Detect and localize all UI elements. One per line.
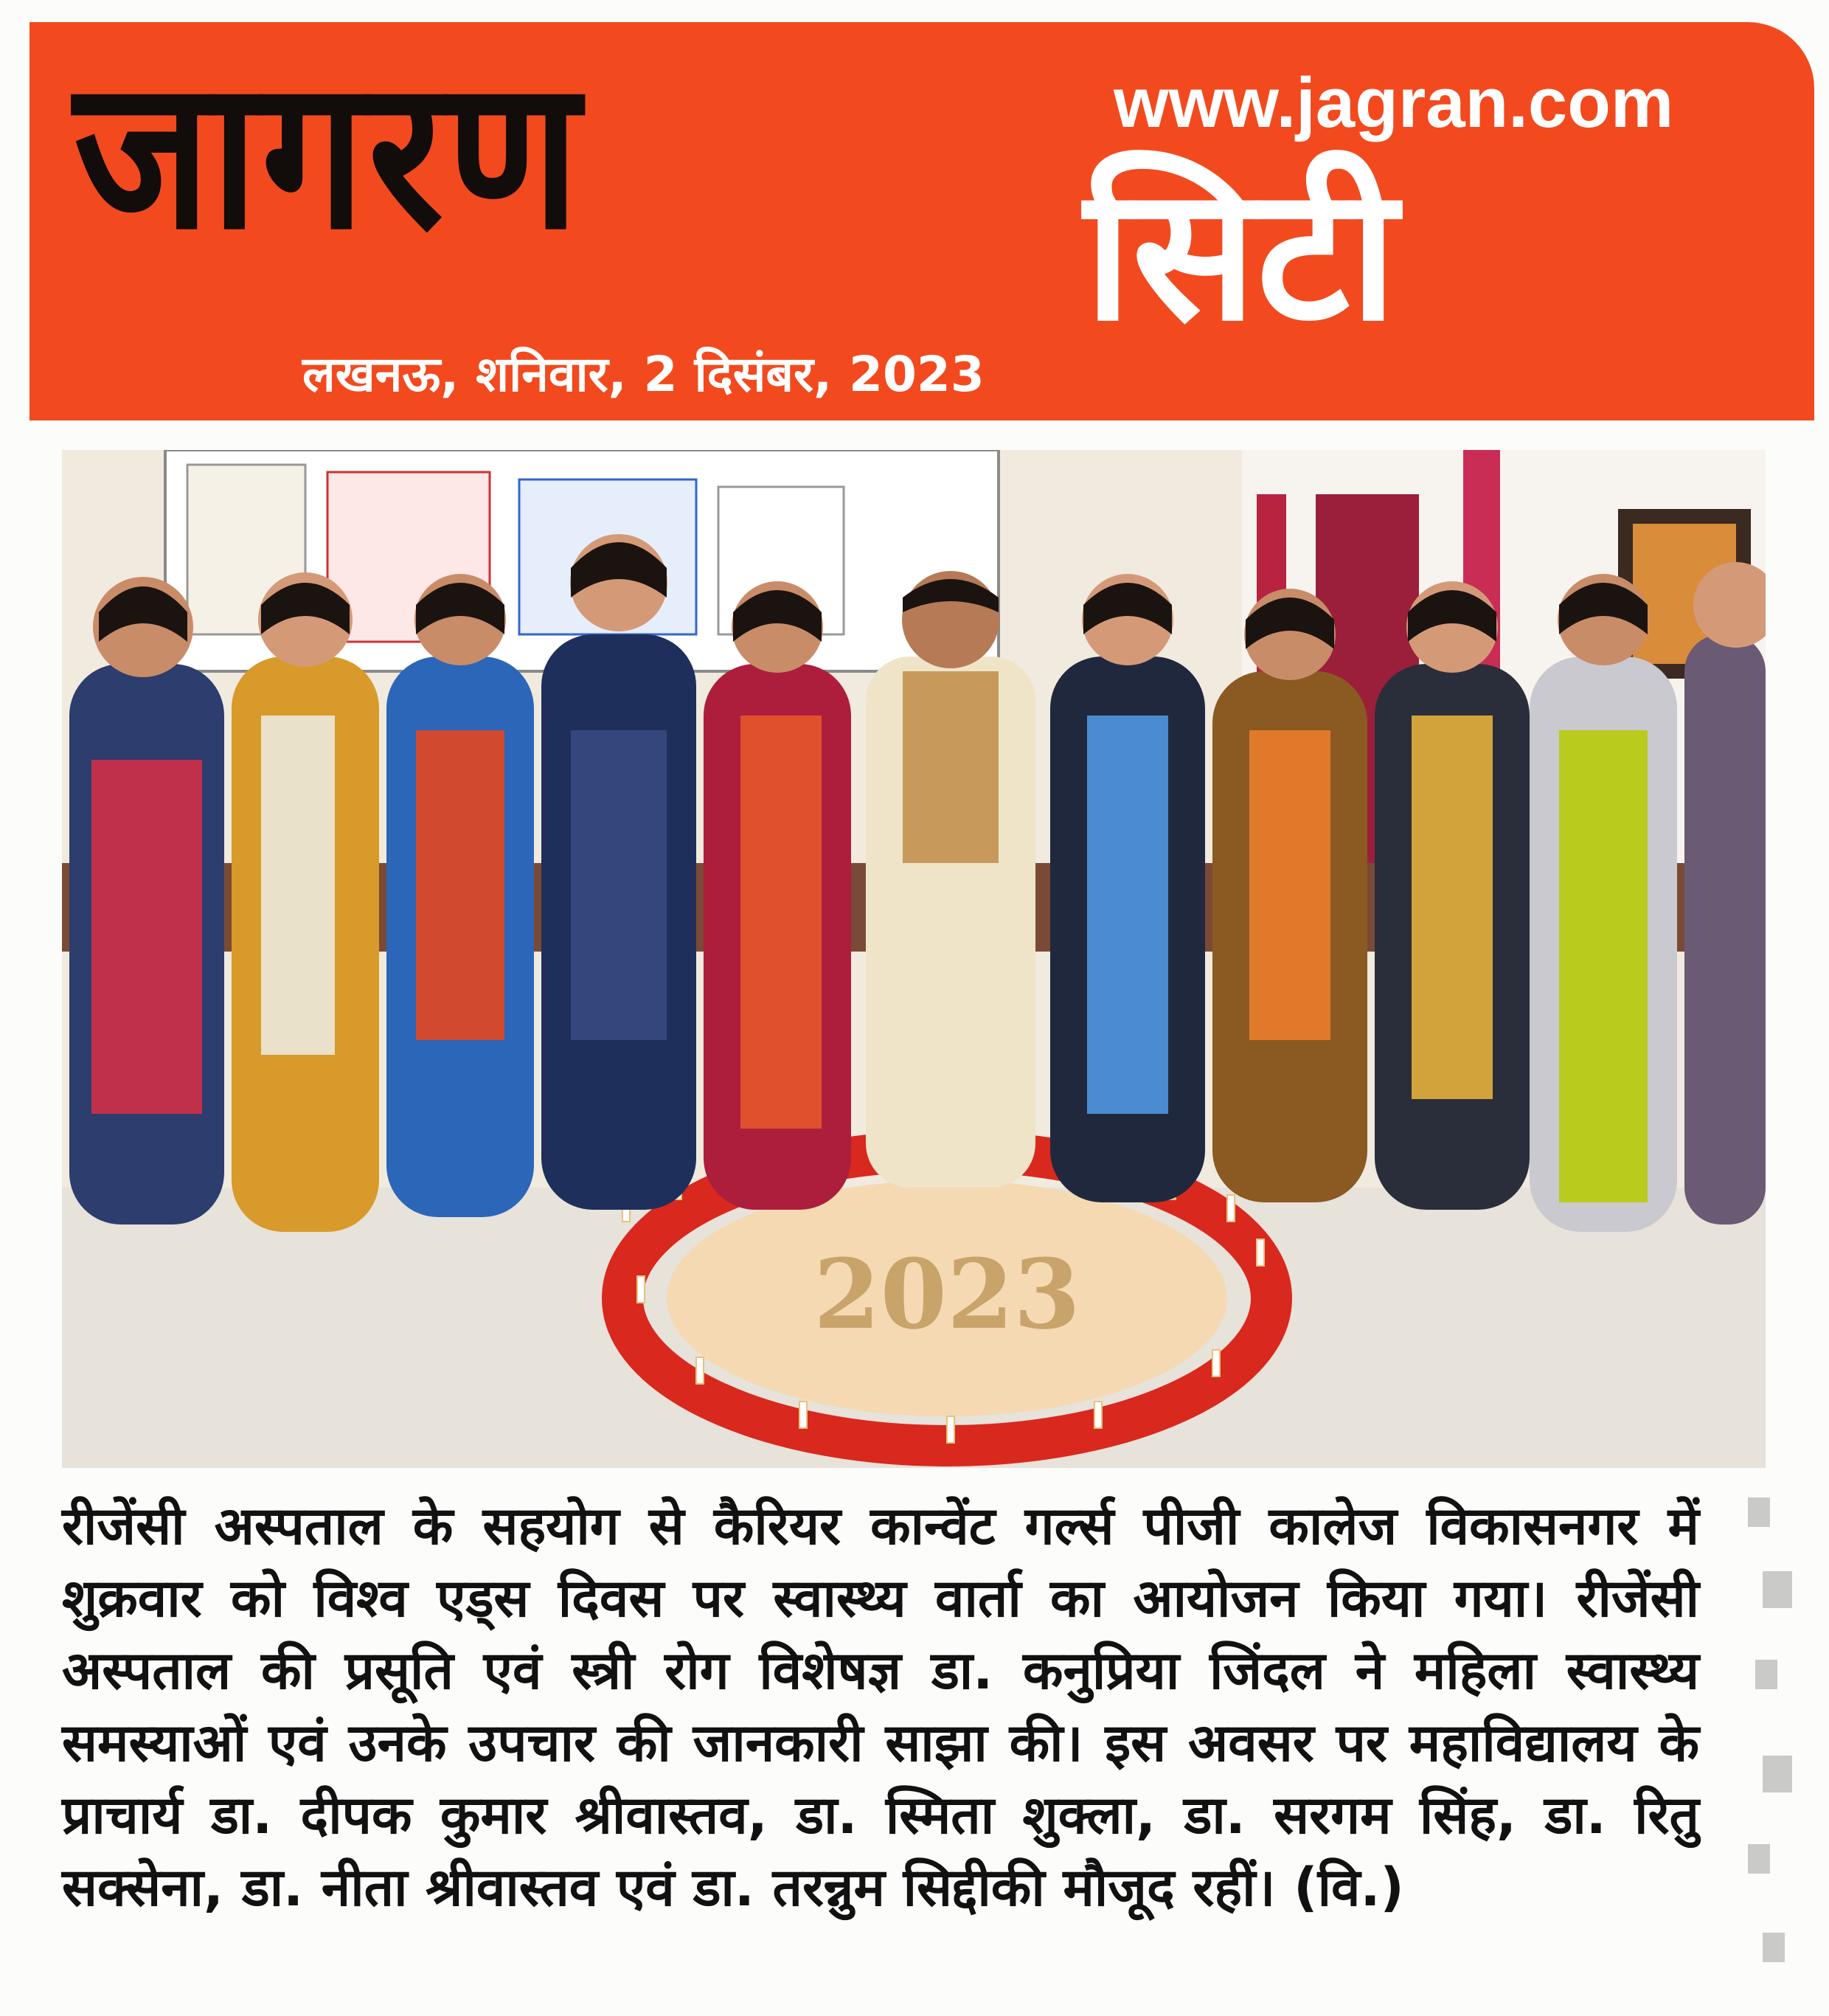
dateline: लखनऊ, शनिवार, 2 दिसंबर, 2023 xyxy=(302,346,985,403)
print-bleed-marks xyxy=(1733,1475,1822,2006)
photo-caption: रीजेंसी अस्पताल के सहयोग से कैरियर कान्वेंट गर्ल्स पीजी कालेज विकासनगर में शुक्रवार को विश्व एड्स दिवस पर स्वास्थ्य वार्ता का आयोजन किया गया। रीजेंसी अस्पताल की प्रसूति एवं स्त्री रोग विशेषज्ञ डा. कनुप्रिया जिंदल ने महिला स्वास्थ्य समस्याओं एवं उनके उपचार की जानकारी साझा की। इस अवसर पर महाविद्यालय के प्राचार्य डा. दीपक कुमार श्रीवास्तव, डा. स्मिता शुक्ला, डा. सरगम सिंह, डा. रितु सक्सेना, डा. नीता श्रीवास्तव एवं डा. तरन्नुम सिद्दीकी मौजूद रहीं। (वि.) xyxy=(62,1495,1699,1918)
website-url: www.jagran.com xyxy=(1114,63,1674,142)
section-title: सिटी xyxy=(1084,147,1398,361)
floor-year-text: 2023 xyxy=(813,1238,1080,1351)
masthead xyxy=(30,22,1814,420)
group-photo-illustration xyxy=(62,450,1766,1468)
news-photo xyxy=(62,450,1766,1468)
newspaper-logo: जागरण xyxy=(74,34,583,275)
